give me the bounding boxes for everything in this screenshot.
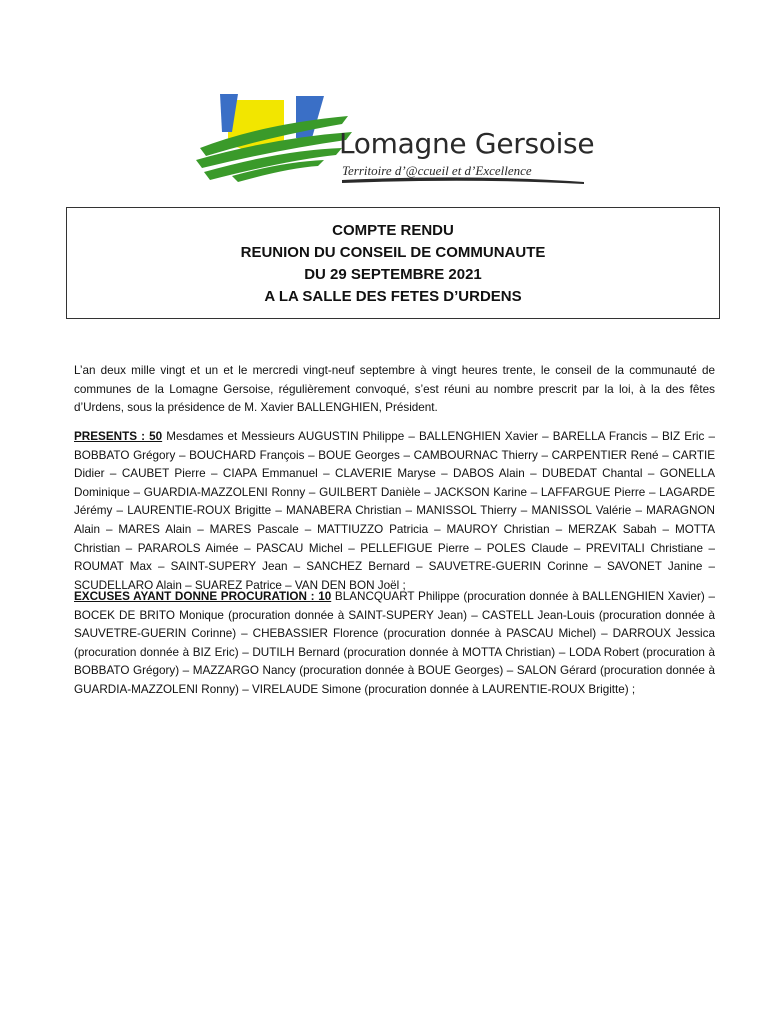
logo-tagline: Territoire d’@ccueil et d’Excellence	[342, 163, 532, 178]
excuses-list: BLANCQUART Philippe (procuration donnée à BALLENGHIEN Xavier) – BOCEK DE BRITO Monique (procuration donnée à SAINT-SUPERY Jean) – CASTELL Jean-Louis (procuration donnée à SAUVETRE-GUERIN Corinne) – CHEBASSIER Florence (procuration donnée à PASCAU Michel) – DARROUX Jessica (procuration donnée à BIZ Eric) – DUTILH Bernard (procuration donnée à MOTTA Christian) – LODA Robert (procuration à BOBBATO Grégory) – MAZZARGO Nancy (procuration donnée à BOUE Georges) – SALON Gérard (procuration donnée à GUARDIA-MAZZOLENI Ronny) – VIRELAUDE Simone (procuration donnée à LAURENTIE-ROUX Brigitte) ;	[74, 590, 715, 696]
logo	[192, 92, 595, 192]
title-line-2: REUNION DU CONSEIL DE COMMUNAUTE	[240, 244, 546, 261]
logo-name: Lomagne Gersoise	[339, 127, 595, 160]
title-box	[66, 207, 720, 319]
excuses-paragraph	[74, 588, 715, 700]
intro-paragraph: L’an deux mille vingt et un et le mercredi vingt-neuf septembre à vingt heures trente, le conseil de la communauté de communes de la Lomagne Gersoise, régulièrement convoqué, s’est réuni au nombre prescrit par la loi, à la des fêtes d’Urdens, sous la présidence de M. Xavier BALLENGHIEN, Président.	[74, 364, 715, 415]
title-line-3: DU 29 SEPTEMBRE 2021	[304, 266, 482, 283]
excuses-label: EXCUSES AYANT DONNE PROCURATION : 10	[74, 590, 332, 603]
presents-list: Mesdames et Messieurs AUGUSTIN Philippe – BALLENGHIEN Xavier – BARELLA Francis – BIZ Eric – BOBBATO Grégory – BOUCHARD François – BOUE Georges – CAMBOURNAC Thierry – CARPENTIER René – CARTIE Didier – CAUBET Pierre – CIAPA Emmanuel – CLAVERIE Maryse – DABOS Alain – DUBEDAT Chantal – GONELLA Dominique – GUARDIA-MAZZOLENI Ronny – GUILBERT Danièle – JACKSON Karine – LAFFARGUE Pierre – LAGARDE Jérémy – LAURENTIE-ROUX Brigitte – MANABERA Christian – MANISSOL Thierry – MANISSOL Valérie – MARAGNON Alain – MARES Alain – MARES Pascale – MATTIUZZO Patricia – MAUROY Christian – MERZAK Sabah – MOTTA Christian – PARAROLS Aimée – PASCAU Michel – PELLEFIGUE Pierre – POLES Claude – PREVITALI Christiane – ROUMAT Max – SAINT-SUPERY Jean – SANCHEZ Bernard – SAUVETRE-GUERIN Corinne – SAVONET Janine – SCUDELLARO Alain – SUAREZ Patrice – VAN DEN BON Joël ;	[74, 430, 715, 592]
title-line-4: A LA SALLE DES FETES D’URDENS	[264, 288, 522, 305]
title-line-1: COMPTE RENDU	[332, 222, 454, 239]
presents-label: PRESENTS : 50	[74, 430, 163, 443]
presents-paragraph	[74, 428, 715, 595]
